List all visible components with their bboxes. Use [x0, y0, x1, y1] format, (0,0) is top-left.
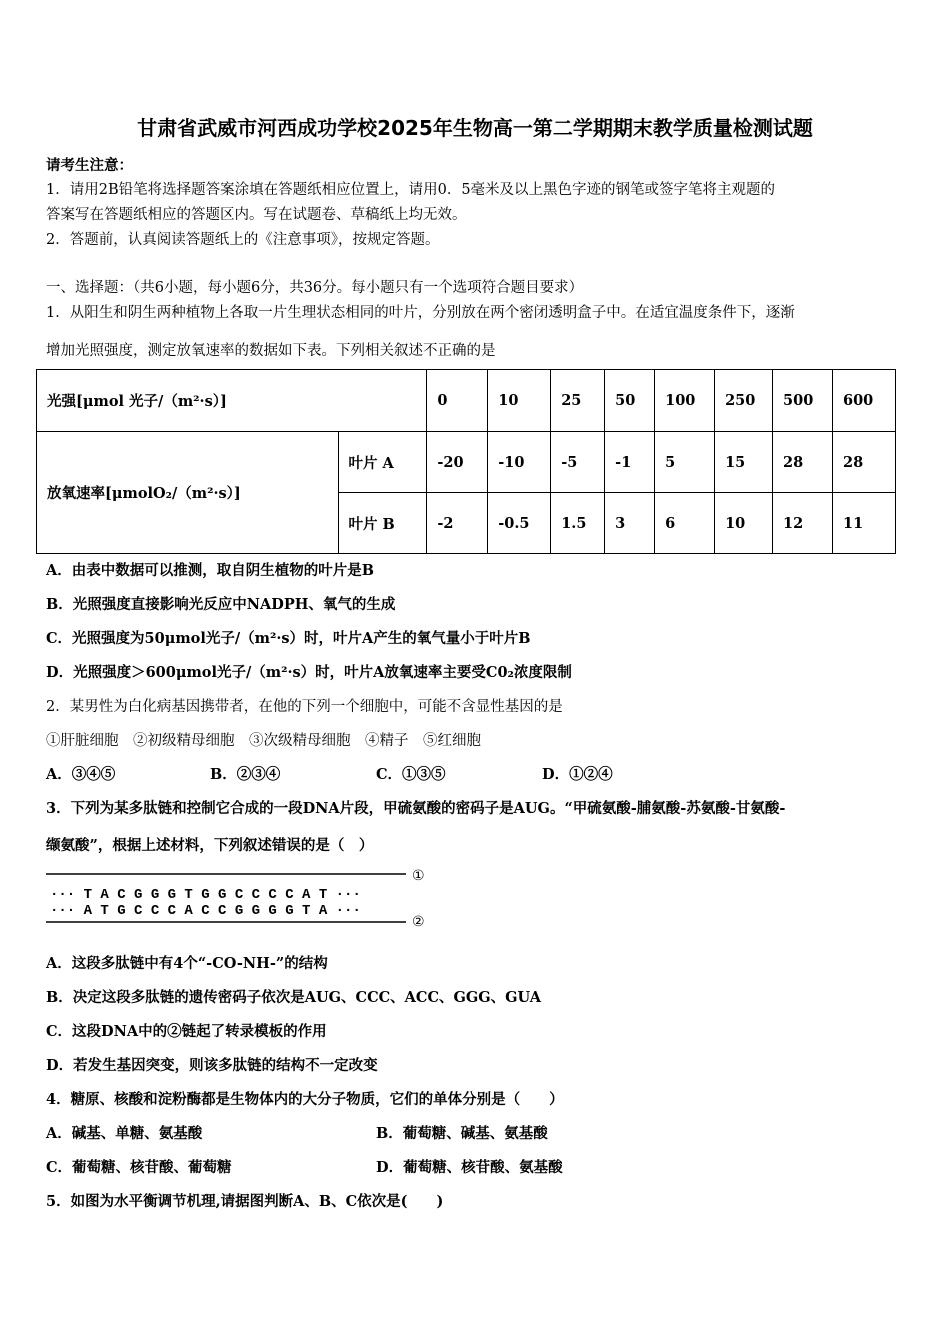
dna-diagram: [46, 868, 446, 930]
q2-option-b: B．②③④: [210, 766, 281, 783]
q5-stem: 5．如图为水平衡调节机理,请据图判断A、B、C依次是( ): [46, 1193, 444, 1210]
q1-option-c: C．光照强度为50μmol光子/（m²·s）时，叶片A产生的氧气量小于叶片B: [46, 630, 531, 647]
leaf-b-value-cell: 10: [715, 493, 773, 554]
leaf-b-label-cell: 叶片 B: [338, 493, 427, 554]
q1-stem-line-1: 1．从阳生和阴生两种植物上各取一片生理状态相同的叶片，分别放在两个密闭透明盒子中。在适宜温度条件下，逐渐: [46, 305, 795, 321]
leaf-a-value-cell: -20: [427, 432, 488, 493]
light-value-cell: 25: [551, 370, 605, 432]
leaf-b-value-cell: 11: [832, 493, 895, 554]
leaf-a-value-cell: 28: [832, 432, 895, 493]
light-value-cell: 600: [832, 370, 895, 432]
section-heading: 一、选择题：（共6小题，每小题6分，共36分。每小题只有一个选项符合题目要求）: [46, 280, 584, 296]
leaf-a-value-cell: 5: [655, 432, 715, 493]
light-value-cell: 50: [605, 370, 655, 432]
q1-stem-line-2: 增加光照强度，测定放氧速率的数据如下表。下列相关叙述不正确的是: [46, 343, 496, 359]
leaf-a-value-cell: 15: [715, 432, 773, 493]
leaf-a-value-cell: -5: [551, 432, 605, 493]
q2-items: ①肝脏细胞 ②初级精母细胞 ③次级精母细胞 ④精子 ⑤红细胞: [46, 733, 481, 749]
q3-option-a: A．这段多肽链中有4个“-CO-NH-”的结构: [46, 955, 328, 972]
strand-1-label: ①: [412, 868, 425, 884]
table-row-leaf-a: [37, 432, 896, 493]
q4-option-c: C．葡萄糖、核苷酸、葡萄糖: [46, 1159, 232, 1176]
page-title: 甘肃省武威市河西成功学校2025年生物高一第二学期期末教学质量检测试题: [137, 116, 813, 140]
light-value-cell: 0: [427, 370, 488, 432]
q2-stem: 2．某男性为白化病基因携带者，在他的下列一个细胞中，可能不含显性基因的是: [46, 699, 563, 715]
strand-1-sequence: ··· T A C G G G T G G C C C C A T ···: [50, 887, 361, 903]
q4-option-d: D．葡萄糖、核苷酸、氨基酸: [376, 1159, 563, 1176]
notice-item-1-line-2: 答案写在答题纸相应的答题区内。写在试题卷、草稿纸上均无效。: [46, 207, 467, 223]
q2-option-a: A．③④⑤: [46, 766, 116, 783]
q3-stem-line-2: 缬氨酸”，根据上述材料，下列叙述错误的是（ ）: [46, 837, 374, 854]
leaf-a-value-cell: 28: [773, 432, 833, 493]
leaf-b-value-cell: 12: [773, 493, 833, 554]
q1-option-a: A．由表中数据可以推测，取自阴生植物的叶片是B: [46, 562, 375, 579]
light-header-cell: 光强[μmol 光子/（m²·s）]: [37, 370, 427, 432]
leaf-b-value-cell: 1.5: [551, 493, 605, 554]
leaf-b-value-cell: 3: [605, 493, 655, 554]
light-value-cell: 500: [773, 370, 833, 432]
table-row-light: [37, 370, 896, 432]
leaf-b-value-cell: 6: [655, 493, 715, 554]
oxygen-rate-header-cell: 放氧速率[μmolO₂/（m²·s）]: [37, 432, 339, 554]
notice-item-1-line-1: 1．请用2B铅笔将选择题答案涂填在答题纸相应位置上，请用0．5毫米及以上黑色字迹的钢笔或签字笔将主观题的: [46, 182, 776, 198]
strand-2-label: ②: [412, 914, 425, 930]
strand-2-sequence: ··· A T G C C C A C C G G G G T A ···: [50, 903, 361, 919]
leaf-b-value-cell: -0.5: [488, 493, 551, 554]
light-value-cell: 10: [488, 370, 551, 432]
notice-heading: 请考生注意：: [46, 157, 133, 174]
q2-option-d: D．①②④: [542, 766, 613, 783]
leaf-a-label-cell: 叶片 A: [338, 432, 427, 493]
q3-option-d: D．若发生基因突变，则该多肽链的结构不一定改变: [46, 1057, 378, 1074]
q1-option-b: B．光照强度直接影响光反应中NADPH、氧气的生成: [46, 596, 396, 613]
q3-option-b: B．决定这段多肽链的遗传密码子依次是AUG、CCC、ACC、GGG、GUA: [46, 989, 541, 1006]
q3-stem-line-1: 3．下列为某多肽链和控制它合成的一段DNA片段，甲硫氨酸的密码子是AUG。“甲硫氨酸-脯氨酸-苏氨酸-甘氨酸-: [46, 800, 786, 817]
leaf-b-value-cell: -2: [427, 493, 488, 554]
q3-option-c: C．这段DNA中的②链起了转录模板的作用: [46, 1023, 327, 1040]
notice-item-2: 2．答题前，认真阅读答题纸上的《注意事项》，按规定答题。: [46, 232, 440, 248]
leaf-a-value-cell: -10: [488, 432, 551, 493]
leaf-a-value-cell: -1: [605, 432, 655, 493]
light-value-cell: 100: [655, 370, 715, 432]
light-value-cell: 250: [715, 370, 773, 432]
q1-option-d: D．光照强度＞600μmol光子/（m²·s）时，叶片A放氧速率主要受C0₂浓度限制: [46, 664, 572, 681]
q4-option-a: A．碱基、单糖、氨基酸: [46, 1125, 203, 1142]
q2-option-c: C．①③⑤: [376, 766, 446, 783]
q4-stem: 4．糖原、核酸和淀粉酶都是生物体内的大分子物质，它们的单体分别是（ ）: [46, 1091, 564, 1108]
q4-option-b: B．葡萄糖、碱基、氨基酸: [376, 1125, 548, 1142]
oxygen-rate-table: [36, 369, 896, 554]
